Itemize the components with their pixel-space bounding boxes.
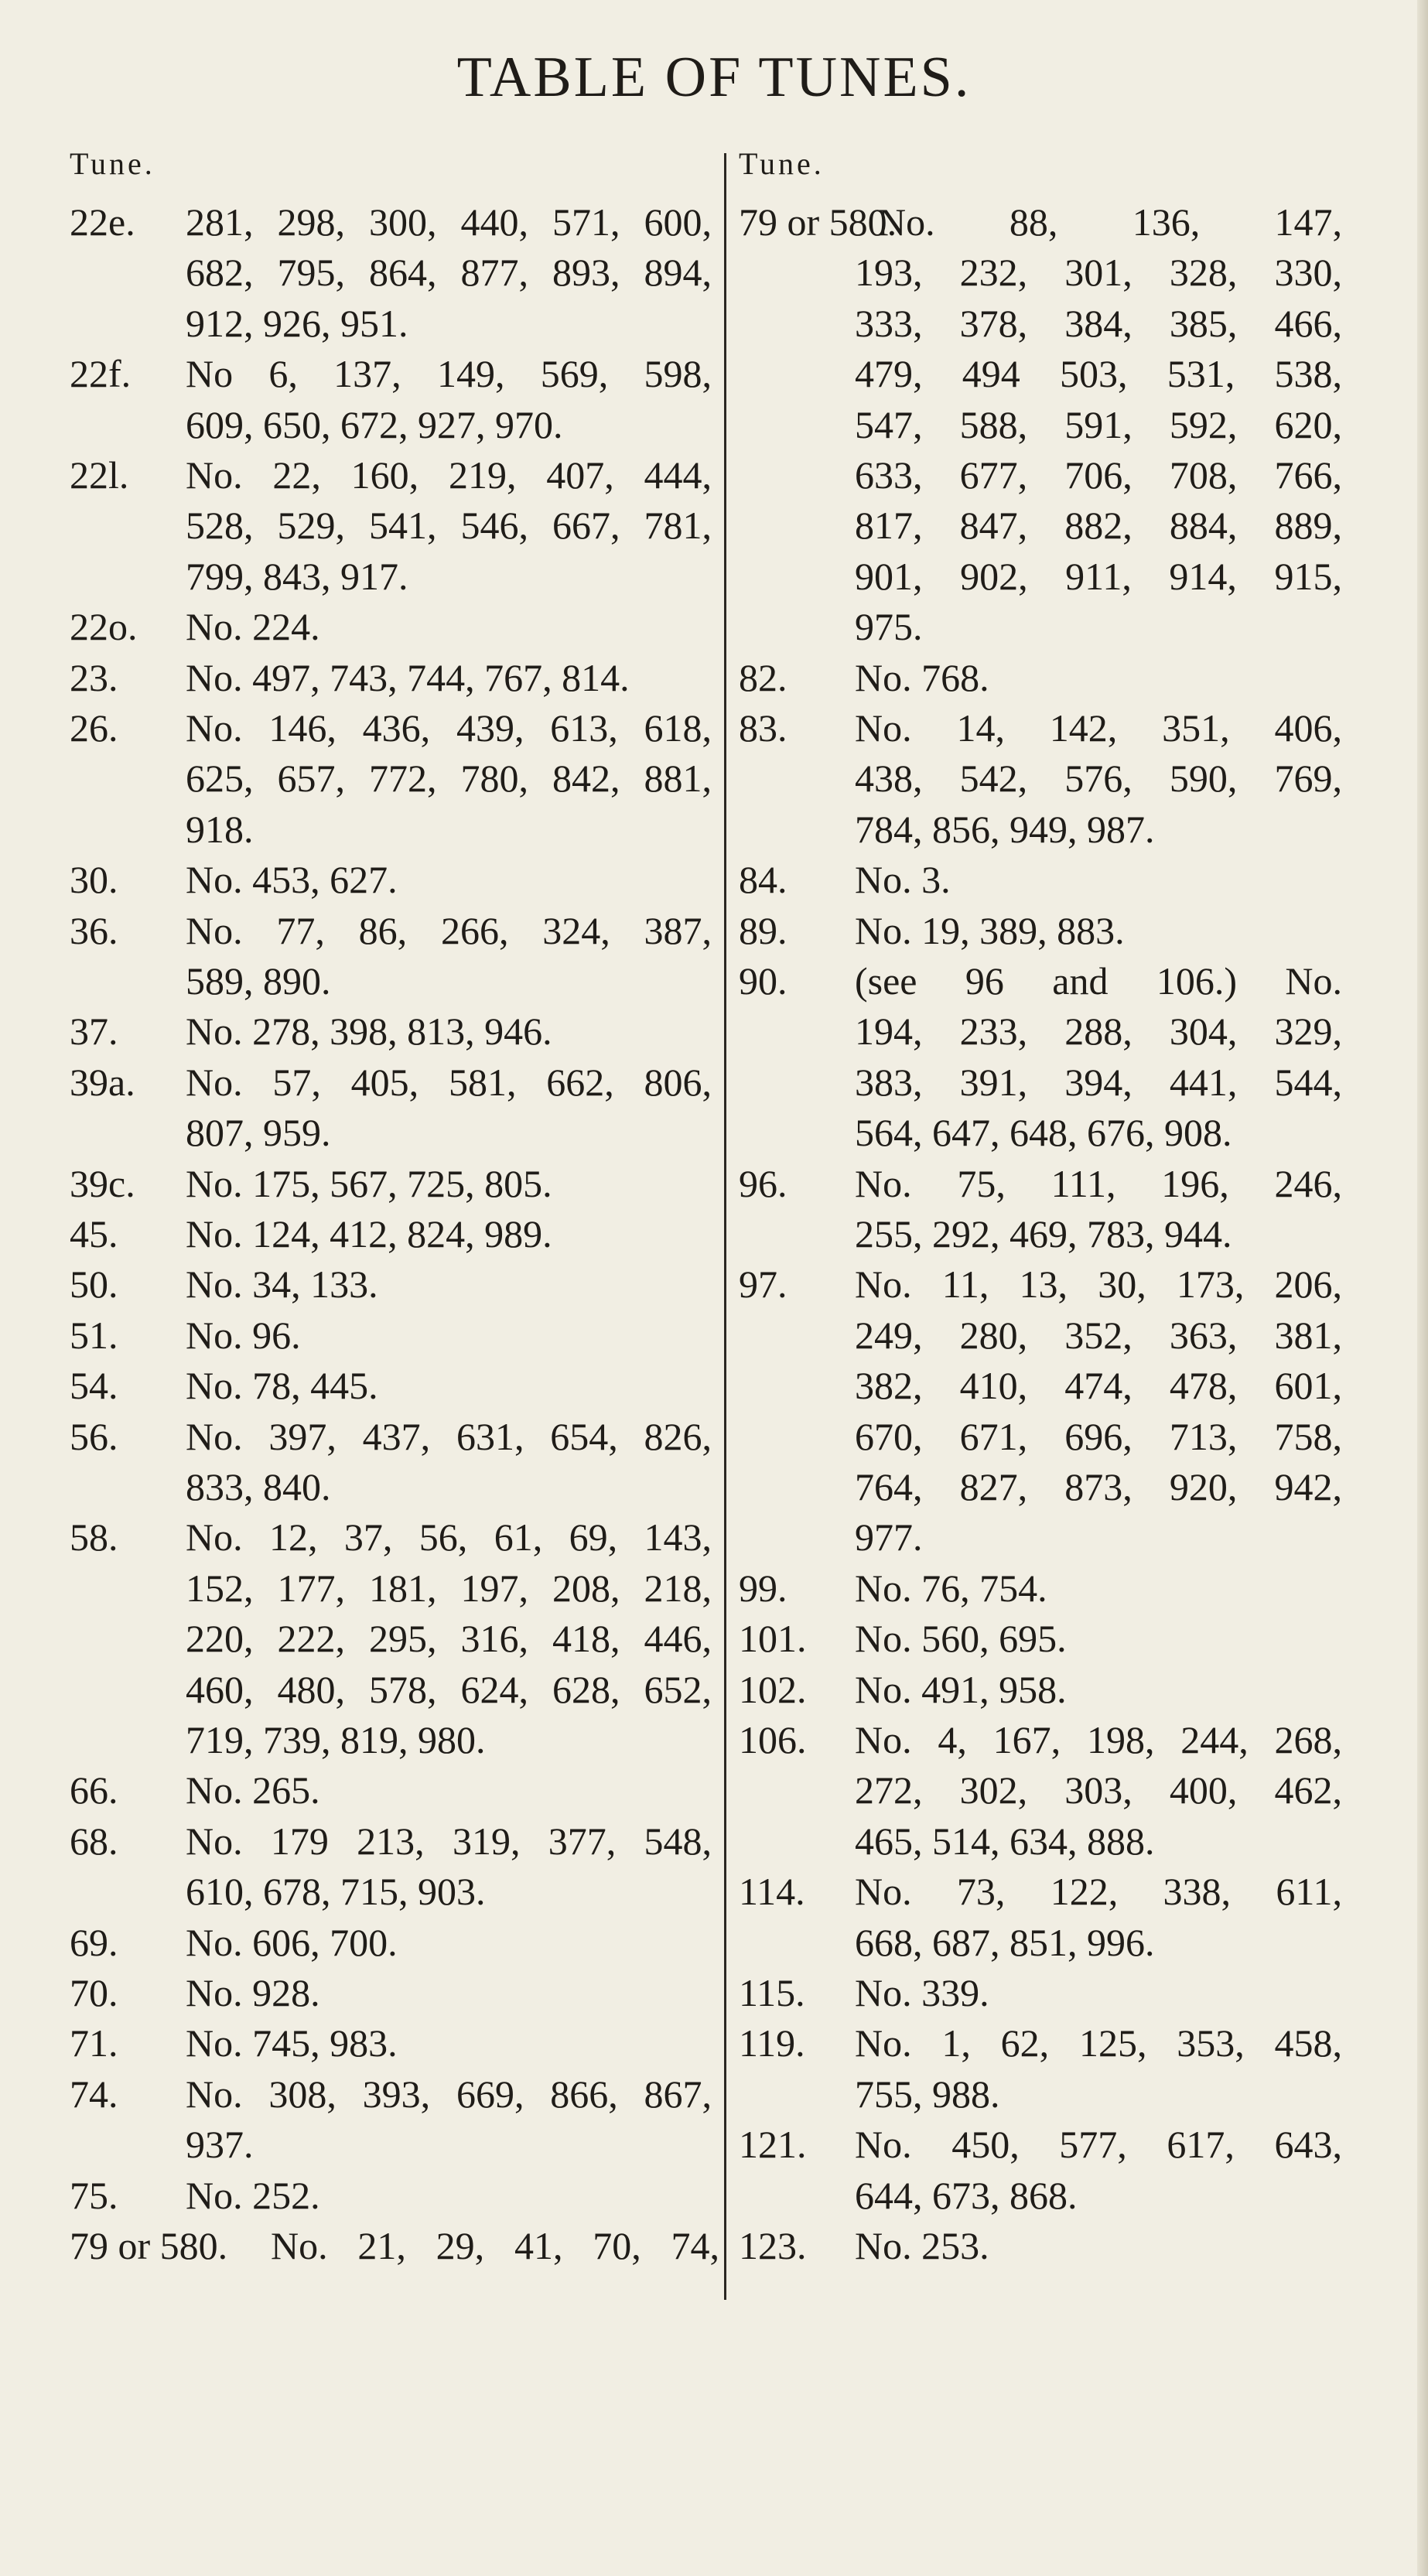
- tune-number: 22o.: [70, 605, 138, 649]
- table-row: [70, 956, 719, 1006]
- tune-number: 74.: [70, 2072, 118, 2116]
- hymn-numbers: 833, 840.: [186, 1465, 331, 1508]
- table-row: [70, 1867, 719, 1916]
- table-row: [739, 400, 1342, 449]
- hymn-numbers: No. 450, 577, 617, 643,: [855, 2123, 1342, 2167]
- table-row: [739, 2120, 1342, 2169]
- hymn-numbers: 670, 671, 696, 713, 758,: [855, 1414, 1342, 1458]
- page-title: TABLE OF TUNES.: [456, 46, 972, 109]
- table-row: [739, 753, 1342, 803]
- hymn-numbers: No. 497, 743, 744, 767, 814.: [186, 655, 630, 699]
- tune-number: 23.: [70, 655, 118, 699]
- tune-number: 70.: [70, 1971, 118, 2014]
- hymn-numbers: 817, 847, 882, 884, 889,: [855, 504, 1342, 548]
- table-row: [70, 299, 719, 348]
- table-row: [70, 2069, 719, 2119]
- hymn-numbers: No. 34, 133.: [186, 1262, 378, 1307]
- hymn-numbers: No. 560, 695.: [855, 1617, 1067, 1661]
- hymn-numbers: No. 22, 160, 219, 407, 444,: [186, 453, 712, 497]
- table-row: [739, 1918, 1342, 1967]
- table-row: [739, 1665, 1342, 1714]
- tune-number: 101.: [739, 1617, 807, 1661]
- table-row: [739, 1159, 1342, 1208]
- tune-number: 54.: [70, 1364, 118, 1408]
- hymn-numbers: No. 339.: [855, 1971, 989, 2014]
- table-row: [739, 1310, 1342, 1360]
- table-row: [739, 602, 1342, 651]
- hymn-numbers: No. 21, 29, 41, 70, 74,: [271, 2224, 719, 2267]
- table-row: [70, 1259, 719, 1309]
- table-row: [739, 1006, 1342, 1056]
- tune-number: 90.: [739, 959, 787, 1003]
- hymn-numbers: No. 77, 86, 266, 324, 387,: [186, 908, 712, 952]
- table-row: [739, 450, 1342, 500]
- hymn-numbers: No. 224.: [186, 605, 320, 649]
- table-row: [70, 703, 719, 753]
- hymn-numbers: No. 73, 122, 338, 611,: [855, 1870, 1342, 1914]
- hymn-numbers: No. 179 213, 319, 377, 548,: [186, 1819, 712, 1863]
- tune-number: 22l.: [70, 453, 129, 497]
- table-row: [739, 1715, 1342, 1765]
- tune-number: 36.: [70, 908, 118, 952]
- tune-number: 22f.: [70, 352, 132, 396]
- hymn-numbers: 152, 177, 181, 197, 208, 218,: [186, 1566, 712, 1610]
- hymn-numbers: No. 768.: [855, 655, 989, 699]
- table-row: [70, 1715, 719, 1765]
- hymn-numbers: No. 57, 405, 581, 662, 806,: [186, 1060, 712, 1104]
- hymn-numbers: 194, 233, 288, 304, 329,: [855, 1010, 1342, 1054]
- hymn-numbers: 220, 222, 295, 316, 418, 446,: [186, 1617, 712, 1661]
- tune-number: 45.: [70, 1212, 118, 1256]
- hymn-numbers: 333, 378, 384, 385, 466,: [855, 301, 1342, 345]
- tune-number: 58.: [70, 1515, 118, 1560]
- hymn-numbers: 644, 673, 868.: [855, 2173, 1078, 2217]
- left-column: [70, 0, 719, 2576]
- hymn-numbers: No. 745, 983.: [186, 2021, 398, 2065]
- hymn-numbers: No. 124, 412, 824, 989.: [186, 1212, 552, 1256]
- column-divider: [724, 153, 726, 2300]
- hymn-numbers: No. 75, 111, 196, 246,: [855, 1161, 1342, 1205]
- tune-number: 71.: [70, 2021, 118, 2065]
- hymn-numbers: No. 397, 437, 631, 654, 826,: [186, 1414, 712, 1458]
- tune-number: 26.: [70, 706, 118, 750]
- tune-number: 119.: [739, 2021, 805, 2065]
- table-row: [739, 1968, 1342, 2017]
- table-row: [739, 1412, 1342, 1461]
- tune-number: 39a.: [70, 1060, 135, 1104]
- hymn-numbers: No. 606, 700.: [186, 1920, 398, 1964]
- table-row: [70, 906, 719, 955]
- table-row: [70, 1765, 719, 1815]
- tune-number: 39c.: [70, 1161, 135, 1205]
- tune-number: 66.: [70, 1768, 118, 1812]
- table-row: [739, 1057, 1342, 1107]
- tune-number: 106.: [739, 1718, 807, 1761]
- hymn-numbers: 272, 302, 303, 400, 462,: [855, 1768, 1342, 1812]
- tune-number: 96.: [739, 1161, 787, 1205]
- tune-number: 123.: [739, 2224, 807, 2267]
- hymn-numbers: (see 96 and 106.) No.: [855, 959, 1342, 1003]
- hymn-numbers: 528, 529, 541, 546, 667, 781,: [186, 504, 712, 548]
- hymn-numbers: No. 252.: [186, 2173, 320, 2217]
- tune-number: 68.: [70, 1819, 118, 1863]
- table-row: [739, 2221, 1342, 2270]
- tune-number: 83.: [739, 706, 787, 750]
- hymn-numbers: 255, 292, 469, 783, 944.: [855, 1212, 1232, 1256]
- hymn-numbers: 633, 677, 706, 708, 766,: [855, 453, 1342, 497]
- tune-number: 56.: [70, 1414, 118, 1458]
- tune-number: 30.: [70, 858, 118, 902]
- tune-number: 102.: [739, 1667, 807, 1711]
- table-row: [739, 197, 1342, 247]
- hymn-numbers: 625, 657, 772, 780, 842, 881,: [186, 757, 712, 801]
- table-row: [739, 248, 1342, 297]
- hymn-numbers: 465, 514, 634, 888.: [855, 1819, 1155, 1863]
- hymn-numbers: No. 76, 754.: [855, 1566, 1047, 1610]
- table-row: [739, 1512, 1342, 1562]
- table-row: [739, 299, 1342, 348]
- tune-number: 37.: [70, 1010, 118, 1054]
- tune-number: 84.: [739, 858, 787, 902]
- table-row: [739, 1614, 1342, 1663]
- tune-number: 79 or 580.: [739, 200, 897, 244]
- table-row: [70, 400, 719, 449]
- tune-number: 51.: [70, 1313, 118, 1357]
- hymn-numbers: 668, 687, 851, 996.: [855, 1920, 1155, 1964]
- hymn-numbers: 589, 890.: [186, 959, 331, 1003]
- table-row: [70, 1057, 719, 1107]
- hymn-numbers: No. 308, 393, 669, 866, 867,: [186, 2072, 712, 2116]
- table-row: [739, 956, 1342, 1006]
- tune-number: 69.: [70, 1920, 118, 1964]
- hymn-numbers: 975.: [855, 605, 923, 649]
- tune-number: 121.: [739, 2123, 807, 2167]
- table-row: [739, 805, 1342, 854]
- tune-number: 99.: [739, 1566, 787, 1610]
- hymn-numbers: No. 146, 436, 439, 613, 618,: [186, 706, 712, 750]
- table-row: [70, 1816, 719, 1866]
- table-row: [70, 1918, 719, 1967]
- tune-number: 115.: [739, 1971, 805, 2014]
- tune-number: 79 or 580.: [70, 2224, 228, 2267]
- tune-number: 50.: [70, 1262, 118, 1307]
- hymn-numbers: 609, 650, 672, 927, 970.: [186, 402, 563, 446]
- table-row: [70, 1159, 719, 1208]
- tune-number: 114.: [739, 1870, 805, 1914]
- table-row: [739, 2069, 1342, 2119]
- hymn-numbers: 610, 678, 715, 903.: [186, 1870, 486, 1914]
- table-row: [739, 501, 1342, 550]
- hymn-numbers: 764, 827, 873, 920, 942,: [855, 1465, 1342, 1508]
- table-row: [70, 1614, 719, 1663]
- hymn-numbers: 564, 647, 648, 676, 908.: [855, 1111, 1232, 1155]
- table-row: [739, 906, 1342, 955]
- hymn-numbers: 460, 480, 578, 624, 628, 652,: [186, 1667, 712, 1711]
- hymn-numbers: 249, 280, 352, 363, 381,: [855, 1313, 1342, 1357]
- table-row: [70, 855, 719, 904]
- table-row: [70, 2018, 719, 2068]
- table-row: [70, 1512, 719, 1562]
- hymn-numbers: 479, 494 503, 531, 538,: [855, 352, 1342, 396]
- table-row: [739, 1259, 1342, 1309]
- table-row: [70, 1209, 719, 1259]
- table-row: [739, 1563, 1342, 1613]
- table-row: [70, 1310, 719, 1360]
- table-row: [739, 1867, 1342, 1916]
- table-row: [739, 855, 1342, 904]
- table-row: [739, 1209, 1342, 1259]
- hymn-numbers: No. 78, 445.: [186, 1364, 378, 1408]
- hymn-numbers: 918.: [186, 807, 254, 851]
- hymn-numbers: No. 265.: [186, 1768, 320, 1812]
- table-row: [70, 1563, 719, 1613]
- hymn-numbers: No. 491, 958.: [855, 1667, 1067, 1711]
- table-row: [70, 1968, 719, 2017]
- table-row: [70, 349, 719, 398]
- page-edge: [1417, 0, 1428, 2576]
- hymn-numbers: No. 453, 627.: [186, 858, 398, 902]
- tune-number: 82.: [739, 655, 787, 699]
- hymn-numbers: 799, 843, 917.: [186, 554, 408, 598]
- hymn-numbers: No. 1, 62, 125, 353, 458,: [855, 2021, 1342, 2065]
- right-column: [739, 0, 1342, 2576]
- hymn-numbers: 682, 795, 864, 877, 893, 894,: [186, 251, 712, 295]
- hymn-numbers: 383, 391, 394, 441, 544,: [855, 1060, 1342, 1104]
- hymn-numbers: 438, 542, 576, 590, 769,: [855, 757, 1342, 801]
- hymn-numbers: No. 14, 142, 351, 406,: [855, 706, 1342, 750]
- table-row: [70, 602, 719, 651]
- hymn-numbers: No. 88, 136, 147,: [878, 200, 1342, 244]
- hymn-numbers: 912, 926, 951.: [186, 301, 408, 345]
- hymn-numbers: No. 19, 389, 883.: [855, 908, 1125, 952]
- tune-number: 97.: [739, 1262, 787, 1307]
- table-row: [70, 653, 719, 702]
- table-row: [70, 1412, 719, 1461]
- hymn-numbers: 382, 410, 474, 478, 601,: [855, 1364, 1342, 1408]
- hymn-numbers: No. 278, 398, 813, 946.: [186, 1010, 552, 1054]
- table-row: [739, 349, 1342, 398]
- hymn-numbers: No. 11, 13, 30, 173, 206,: [855, 1262, 1342, 1307]
- table-row: [70, 501, 719, 550]
- table-row: [70, 1108, 719, 1157]
- table-row: [739, 2018, 1342, 2068]
- hymn-numbers: 901, 902, 911, 914, 915,: [855, 554, 1342, 598]
- hymn-numbers: No. 175, 567, 725, 805.: [186, 1161, 552, 1205]
- table-row: [739, 653, 1342, 702]
- table-row: [70, 1006, 719, 1056]
- hymn-numbers: No. 96.: [186, 1313, 301, 1357]
- hymn-numbers: No. 928.: [186, 1971, 320, 2014]
- hymn-numbers: 193, 232, 301, 328, 330,: [855, 251, 1342, 295]
- table-row: [739, 703, 1342, 753]
- hymn-numbers: 281, 298, 300, 440, 571, 600,: [186, 200, 712, 244]
- right-column-header: Tune.: [739, 146, 825, 181]
- hymn-numbers: 784, 856, 949, 987.: [855, 807, 1155, 851]
- table-row: [70, 1665, 719, 1714]
- hymn-numbers: No. 12, 37, 56, 61, 69, 143,: [186, 1515, 712, 1560]
- table-row: [739, 1361, 1342, 1410]
- hymn-numbers: 807, 959.: [186, 1111, 331, 1155]
- table-row: [70, 2120, 719, 2169]
- table-row: [70, 753, 719, 803]
- hymn-numbers: No. 253.: [855, 2224, 989, 2267]
- hymn-numbers: No 6, 137, 149, 569, 598,: [186, 352, 712, 396]
- tune-number: 75.: [70, 2173, 118, 2217]
- table-row: [739, 1462, 1342, 1512]
- tune-number: 22e.: [70, 200, 135, 244]
- left-column-header: Tune.: [70, 146, 155, 181]
- hymn-numbers: 977.: [855, 1515, 923, 1560]
- hymn-numbers: 755, 988.: [855, 2072, 1000, 2116]
- hymn-numbers: 547, 588, 591, 592, 620,: [855, 402, 1342, 446]
- hymn-numbers: 937.: [186, 2123, 254, 2167]
- table-row: [70, 248, 719, 297]
- table-row: [70, 805, 719, 854]
- table-row: [70, 552, 719, 601]
- table-row: [70, 197, 719, 247]
- tune-number: 89.: [739, 908, 787, 952]
- table-row: [70, 450, 719, 500]
- table-row: [739, 1765, 1342, 1815]
- table-row: [70, 1462, 719, 1512]
- table-row: [70, 1361, 719, 1410]
- table-row: [739, 1816, 1342, 1866]
- table-row: [70, 2221, 719, 2270]
- hymn-numbers: No. 4, 167, 198, 244, 268,: [855, 1718, 1342, 1761]
- table-row: [70, 2171, 719, 2220]
- hymn-numbers: No. 3.: [855, 858, 951, 902]
- table-row: [739, 2171, 1342, 2220]
- hymn-numbers: 719, 739, 819, 980.: [186, 1718, 486, 1761]
- table-row: [739, 1108, 1342, 1157]
- table-row: [739, 552, 1342, 601]
